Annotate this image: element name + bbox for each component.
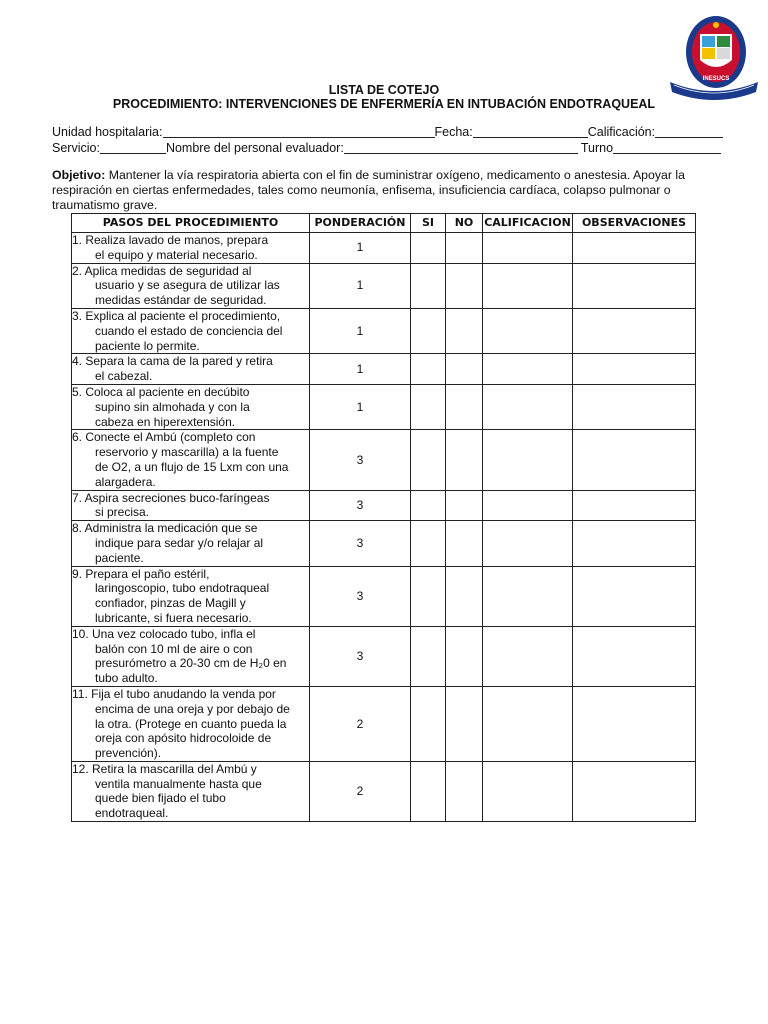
step-text-line: medidas estándar de seguridad.	[95, 293, 267, 308]
observaciones-cell[interactable]	[573, 686, 696, 761]
step-text-line: confiador, pinzas de Magill y	[95, 596, 246, 611]
observaciones-cell[interactable]	[573, 384, 696, 429]
table-row	[72, 686, 696, 761]
step-text-line: quede bien fijado el tubo	[95, 791, 226, 806]
observaciones-cell[interactable]	[573, 761, 696, 821]
observaciones-cell[interactable]	[573, 430, 696, 490]
calificacion-cell[interactable]	[483, 626, 573, 686]
step-cell	[72, 384, 310, 429]
step-text-line: 7. Aspira secreciones buco-faríngeas	[72, 490, 270, 505]
si-cell[interactable]	[411, 233, 446, 264]
si-cell[interactable]	[411, 308, 446, 353]
ponderacion-cell: 1	[310, 308, 411, 353]
no-cell[interactable]	[446, 490, 483, 521]
ponderacion-cell: 3	[310, 566, 411, 626]
si-cell[interactable]	[411, 263, 446, 308]
step-cell	[72, 626, 310, 686]
step-text-line: 8. Administra la medicación que se	[72, 521, 258, 536]
calificacion-cell[interactable]	[483, 521, 573, 566]
step-cell	[72, 430, 310, 490]
step-text-line: paciente lo permite.	[95, 338, 200, 353]
table-row	[72, 490, 696, 521]
observaciones-cell[interactable]	[573, 521, 696, 566]
step-text-line: encima de una oreja y por debajo de	[95, 701, 290, 716]
calificacion-cell[interactable]	[483, 430, 573, 490]
step-text-line: 9. Prepara el paño estéril,	[72, 566, 210, 581]
calificacion-cell[interactable]	[483, 263, 573, 308]
step-text-line: 3. Explica al paciente el procedimiento,	[72, 308, 281, 323]
si-cell[interactable]	[411, 761, 446, 821]
table-row	[72, 566, 696, 626]
observaciones-cell[interactable]	[573, 626, 696, 686]
step-text-line: 11. Fija el tubo anudando la venda por	[72, 686, 276, 701]
document-subtitle: PROCEDIMIENTO: INTERVENCIONES DE ENFERMERÍA EN INTUBACIÓN ENDOTRAQUEAL	[112, 97, 656, 111]
header-calificacion: CALIFICACION	[483, 214, 573, 233]
calificacion-cell[interactable]	[483, 354, 573, 385]
observaciones-cell[interactable]	[573, 354, 696, 385]
turno-label: Turno	[580, 141, 614, 155]
step-text-line: alargadera.	[95, 474, 156, 489]
servicio-label: Servicio:	[52, 141, 100, 155]
step-cell	[72, 354, 310, 385]
unidad-blank[interactable]	[163, 125, 435, 138]
step-text-line: 12. Retira la mascarilla del Ambú y	[72, 761, 257, 776]
step-text-line: balón con 10 ml de aire o con	[95, 641, 253, 656]
step-text-line: usuario y se asegura de utilizar las	[95, 278, 280, 293]
calificacion-cell[interactable]	[483, 761, 573, 821]
fecha-blank[interactable]	[473, 125, 588, 138]
table-header-row	[72, 214, 696, 233]
checklist-table	[71, 213, 696, 822]
step-text-line: 6. Conecte el Ambú (completo con	[72, 430, 256, 445]
step-text-line: si precisa.	[95, 505, 150, 520]
si-cell[interactable]	[411, 686, 446, 761]
calificacion-cell[interactable]	[483, 490, 573, 521]
ponderacion-cell: 2	[310, 761, 411, 821]
step-text-line: paciente.	[95, 550, 144, 565]
document-title: LISTA DE COTEJO	[328, 83, 440, 97]
no-cell[interactable]	[446, 686, 483, 761]
no-cell[interactable]	[446, 233, 483, 264]
calificacion-cell[interactable]	[483, 233, 573, 264]
table-row	[72, 354, 696, 385]
no-cell[interactable]	[446, 384, 483, 429]
calificacion-cell[interactable]	[483, 566, 573, 626]
si-cell[interactable]	[411, 354, 446, 385]
step-cell	[72, 521, 310, 566]
ponderacion-cell: 3	[310, 521, 411, 566]
observaciones-cell[interactable]	[573, 566, 696, 626]
no-cell[interactable]	[446, 354, 483, 385]
step-cell	[72, 686, 310, 761]
step-text-line: ventila manualmente hasta que	[95, 776, 262, 791]
step-text-line: 1. Realiza lavado de manos, prepara	[72, 233, 269, 247]
step-text-line: oreja con apósito hidrocoloide de	[95, 731, 272, 746]
step-text-line: presurómetro a 20-30 cm de H₂0 en	[95, 656, 287, 671]
step-cell	[72, 761, 310, 821]
no-cell[interactable]	[446, 626, 483, 686]
step-cell	[72, 233, 310, 264]
no-cell[interactable]	[446, 566, 483, 626]
ponderacion-cell: 1	[310, 384, 411, 429]
ponderacion-cell: 2	[310, 686, 411, 761]
fecha-label: Fecha:	[434, 125, 473, 139]
header-si: SI	[411, 214, 446, 233]
step-text-line: cuando el estado de conciencia del	[95, 323, 283, 338]
step-text-line: tubo adulto.	[95, 671, 158, 686]
step-text-line: cabeza en hiperextensión.	[95, 414, 236, 429]
ponderacion-cell: 1	[310, 263, 411, 308]
step-text-line: la otra. (Protege en cuanto pueda la	[95, 716, 287, 731]
document-header	[0, 83, 768, 111]
ponderacion-cell: 3	[310, 430, 411, 490]
step-text-line: 4. Separa la cama de la pared y retira	[72, 354, 273, 369]
objective-text: Mantener la vía respiratoria abierta con el fin de suministrar oxígeno, medicamento o anestesia. Apoyar la respiración en ciertas enfermedades, tales como neumonía, enfisema, insuficiencia cardíaca, colapso pulmonar o traumatismo grave.	[52, 168, 685, 212]
step-cell	[72, 566, 310, 626]
table-row	[72, 761, 696, 821]
calificacion-label: Calificación:	[587, 125, 656, 139]
calificacion-blank[interactable]	[655, 125, 723, 138]
servicio-blank[interactable]	[100, 141, 166, 154]
step-text-line: de O2, a un flujo de 15 Lxm con una	[95, 459, 289, 474]
calificacion-cell[interactable]	[483, 308, 573, 353]
step-text-line: supino sin almohada y con la	[95, 399, 250, 414]
table-row	[72, 384, 696, 429]
table-row	[72, 233, 696, 264]
header-observaciones: OBSERVACIONES	[573, 214, 696, 233]
ponderacion-cell: 3	[310, 490, 411, 521]
header-no: NO	[446, 214, 483, 233]
si-cell[interactable]	[411, 521, 446, 566]
observaciones-cell[interactable]	[573, 233, 696, 264]
objective-label: Objetivo:	[52, 168, 106, 182]
observaciones-cell[interactable]	[573, 490, 696, 521]
logo-label: INESUCS	[702, 76, 730, 82]
field-row-2	[52, 140, 727, 156]
table-row	[72, 521, 696, 566]
ponderacion-cell: 1	[310, 354, 411, 385]
si-cell[interactable]	[411, 430, 446, 490]
step-text-line: indique para sedar y/o relajar al	[95, 535, 264, 550]
ponderacion-cell: 3	[310, 626, 411, 686]
evaluador-blank[interactable]	[344, 141, 578, 154]
observaciones-cell[interactable]	[573, 308, 696, 353]
step-cell	[72, 263, 310, 308]
table-row	[72, 430, 696, 490]
turno-blank[interactable]	[613, 141, 721, 154]
step-text-line: laringoscopio, tubo endotraqueal	[95, 581, 270, 596]
objective-paragraph	[52, 168, 692, 213]
form-fields	[52, 124, 727, 156]
step-cell	[72, 490, 310, 521]
table-row	[72, 626, 696, 686]
no-cell[interactable]	[446, 521, 483, 566]
step-text-line: prevención).	[95, 746, 162, 761]
table-row	[72, 263, 696, 308]
step-text-line: reservorio y mascarilla) a la fuente	[95, 445, 279, 460]
step-text-line: 5. Coloca al paciente en decúbito	[72, 384, 250, 399]
step-text-line: el cabezal.	[95, 369, 153, 384]
evaluador-label: Nombre del personal evaluador:	[165, 141, 344, 155]
no-cell[interactable]	[446, 761, 483, 821]
si-cell[interactable]	[411, 566, 446, 626]
calificacion-cell[interactable]	[483, 384, 573, 429]
no-cell[interactable]	[446, 430, 483, 490]
calificacion-cell[interactable]	[483, 686, 573, 761]
step-text-line: el equipo y material necesario.	[95, 247, 258, 262]
observaciones-cell[interactable]	[573, 263, 696, 308]
header-ponderacion: PONDERACIÓN	[310, 214, 411, 233]
unidad-label: Unidad hospitalaria:	[52, 125, 163, 139]
step-cell	[72, 308, 310, 353]
step-text-line: endotraqueal.	[95, 806, 169, 821]
step-text-line: 10. Una vez colocado tubo, infla el	[72, 626, 256, 641]
field-row-1	[52, 124, 727, 140]
si-cell[interactable]	[411, 384, 446, 429]
header-pasos: PASOS DEL PROCEDIMIENTO	[72, 214, 310, 233]
step-text-line: 2. Aplica medidas de seguridad al	[72, 263, 252, 278]
si-cell[interactable]	[411, 626, 446, 686]
step-text-line: lubricante, si fuera necesario.	[95, 610, 252, 625]
no-cell[interactable]	[446, 308, 483, 353]
no-cell[interactable]	[446, 263, 483, 308]
si-cell[interactable]	[411, 490, 446, 521]
table-row	[72, 308, 696, 353]
ponderacion-cell: 1	[310, 233, 411, 264]
